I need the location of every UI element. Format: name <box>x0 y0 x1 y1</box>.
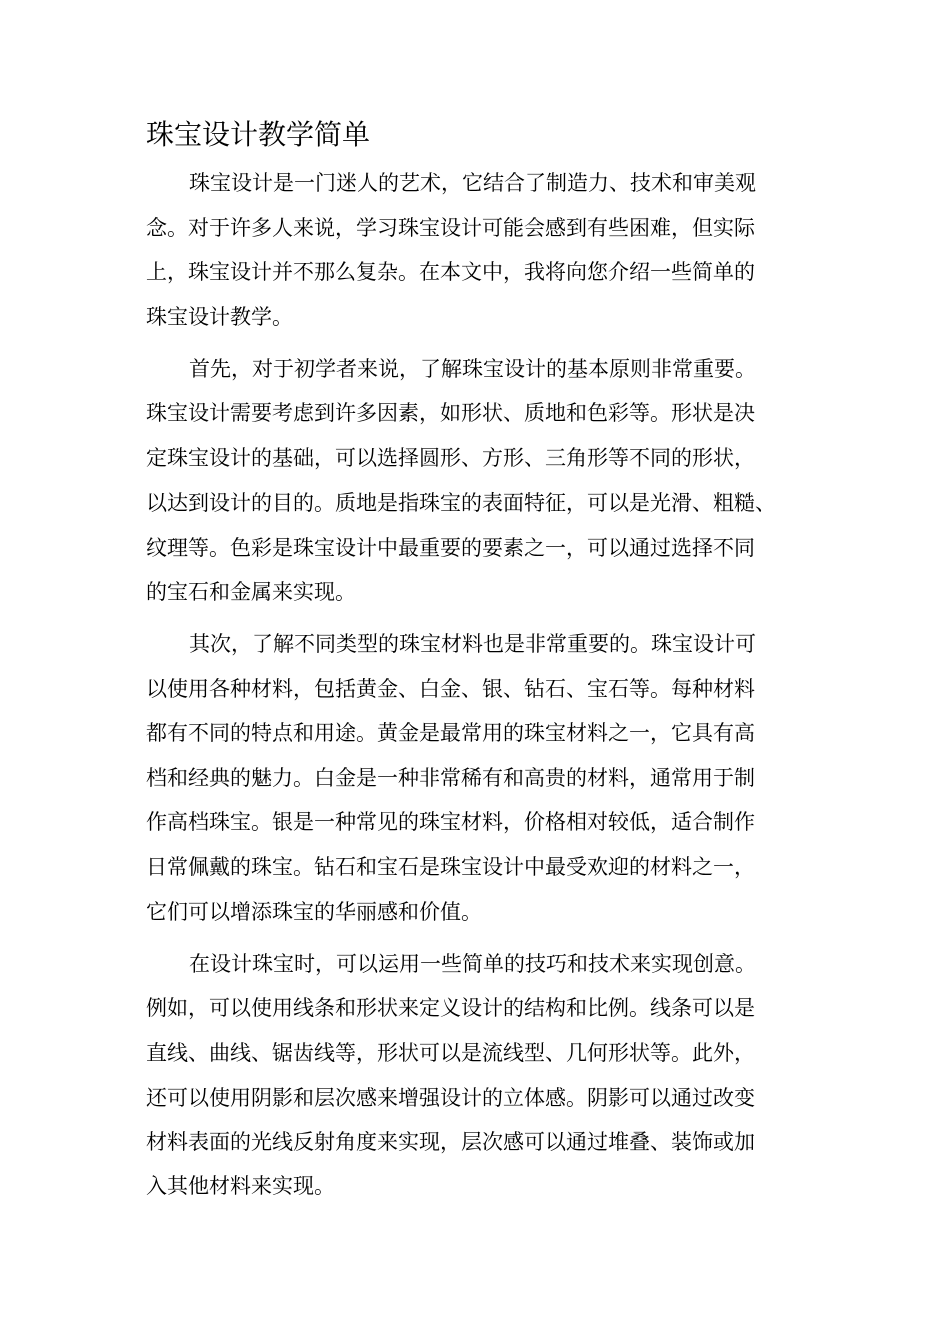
paragraph-2-line-3: 定珠宝设计的基础，可以选择圆形、方形、三角形等不同的形状， <box>146 446 755 470</box>
paragraph-3-line-1: 其次，了解不同类型的珠宝材料也是非常重要的。珠宝设计可 <box>189 632 756 656</box>
paragraph-4-line-6: 入其他材料来实现。 <box>146 1174 335 1198</box>
paragraph-1-line-1: 珠宝设计是一门迷人的艺术，它结合了制造力、技术和审美观 <box>189 171 756 195</box>
paragraph-4-line-5: 材料表面的光线反射角度来实现，层次感可以通过堆叠、装饰或加 <box>146 1130 755 1154</box>
paragraph-2-line-5: 纹理等。色彩是珠宝设计中最重要的要素之一，可以通过选择不同 <box>146 536 755 560</box>
paragraph-3-line-3: 都有不同的特点和用途。黄金是最常用的珠宝材料之一，它具有高 <box>146 721 755 745</box>
paragraph-3-line-6: 日常佩戴的珠宝。钻石和宝石是珠宝设计中最受欢迎的材料之一， <box>146 855 755 879</box>
document-title: 珠宝设计教学简单 <box>146 118 371 151</box>
paragraph-4-line-1: 在设计珠宝时，可以运用一些简单的技巧和技术来实现创意。 <box>189 952 756 976</box>
paragraph-2-line-1: 首先，对于初学者来说，了解珠宝设计的基本原则非常重要。 <box>189 357 756 381</box>
paragraph-4-line-2: 例如，可以使用线条和形状来定义设计的结构和比例。线条可以是 <box>146 996 755 1020</box>
paragraph-1-line-2: 念。对于许多人来说，学习珠宝设计可能会感到有些困难，但实际 <box>146 216 755 240</box>
paragraph-3-line-7: 它们可以增添珠宝的华丽感和价值。 <box>146 900 482 924</box>
paragraph-4-line-4: 还可以使用阴影和层次感来增强设计的立体感。阴影可以通过改变 <box>146 1086 755 1110</box>
paragraph-2-line-2: 珠宝设计需要考虑到许多因素，如形状、质地和色彩等。形状是决 <box>146 401 755 425</box>
paragraph-3-line-2: 以使用各种材料，包括黄金、白金、银、钻石、宝石等。每种材料 <box>146 677 755 701</box>
paragraph-1-line-4: 珠宝设计教学。 <box>146 305 293 329</box>
paragraph-1-line-3: 上，珠宝设计并不那么复杂。在本文中，我将向您介绍一些简单的 <box>146 260 755 284</box>
paragraph-2-line-6: 的宝石和金属来实现。 <box>146 580 356 604</box>
paragraph-3-line-4: 档和经典的魅力。白金是一种非常稀有和高贵的材料，通常用于制 <box>146 766 755 790</box>
paragraph-3-line-5: 作高档珠宝。银是一种常见的珠宝材料，价格相对较低，适合制作 <box>146 810 755 834</box>
paragraph-4-line-3: 直线、曲线、锯齿线等，形状可以是流线型、几何形状等。此外， <box>146 1041 755 1065</box>
paragraph-2-line-4: 以达到设计的目的。质地是指珠宝的表面特征，可以是光滑、粗糙、 <box>146 491 776 515</box>
